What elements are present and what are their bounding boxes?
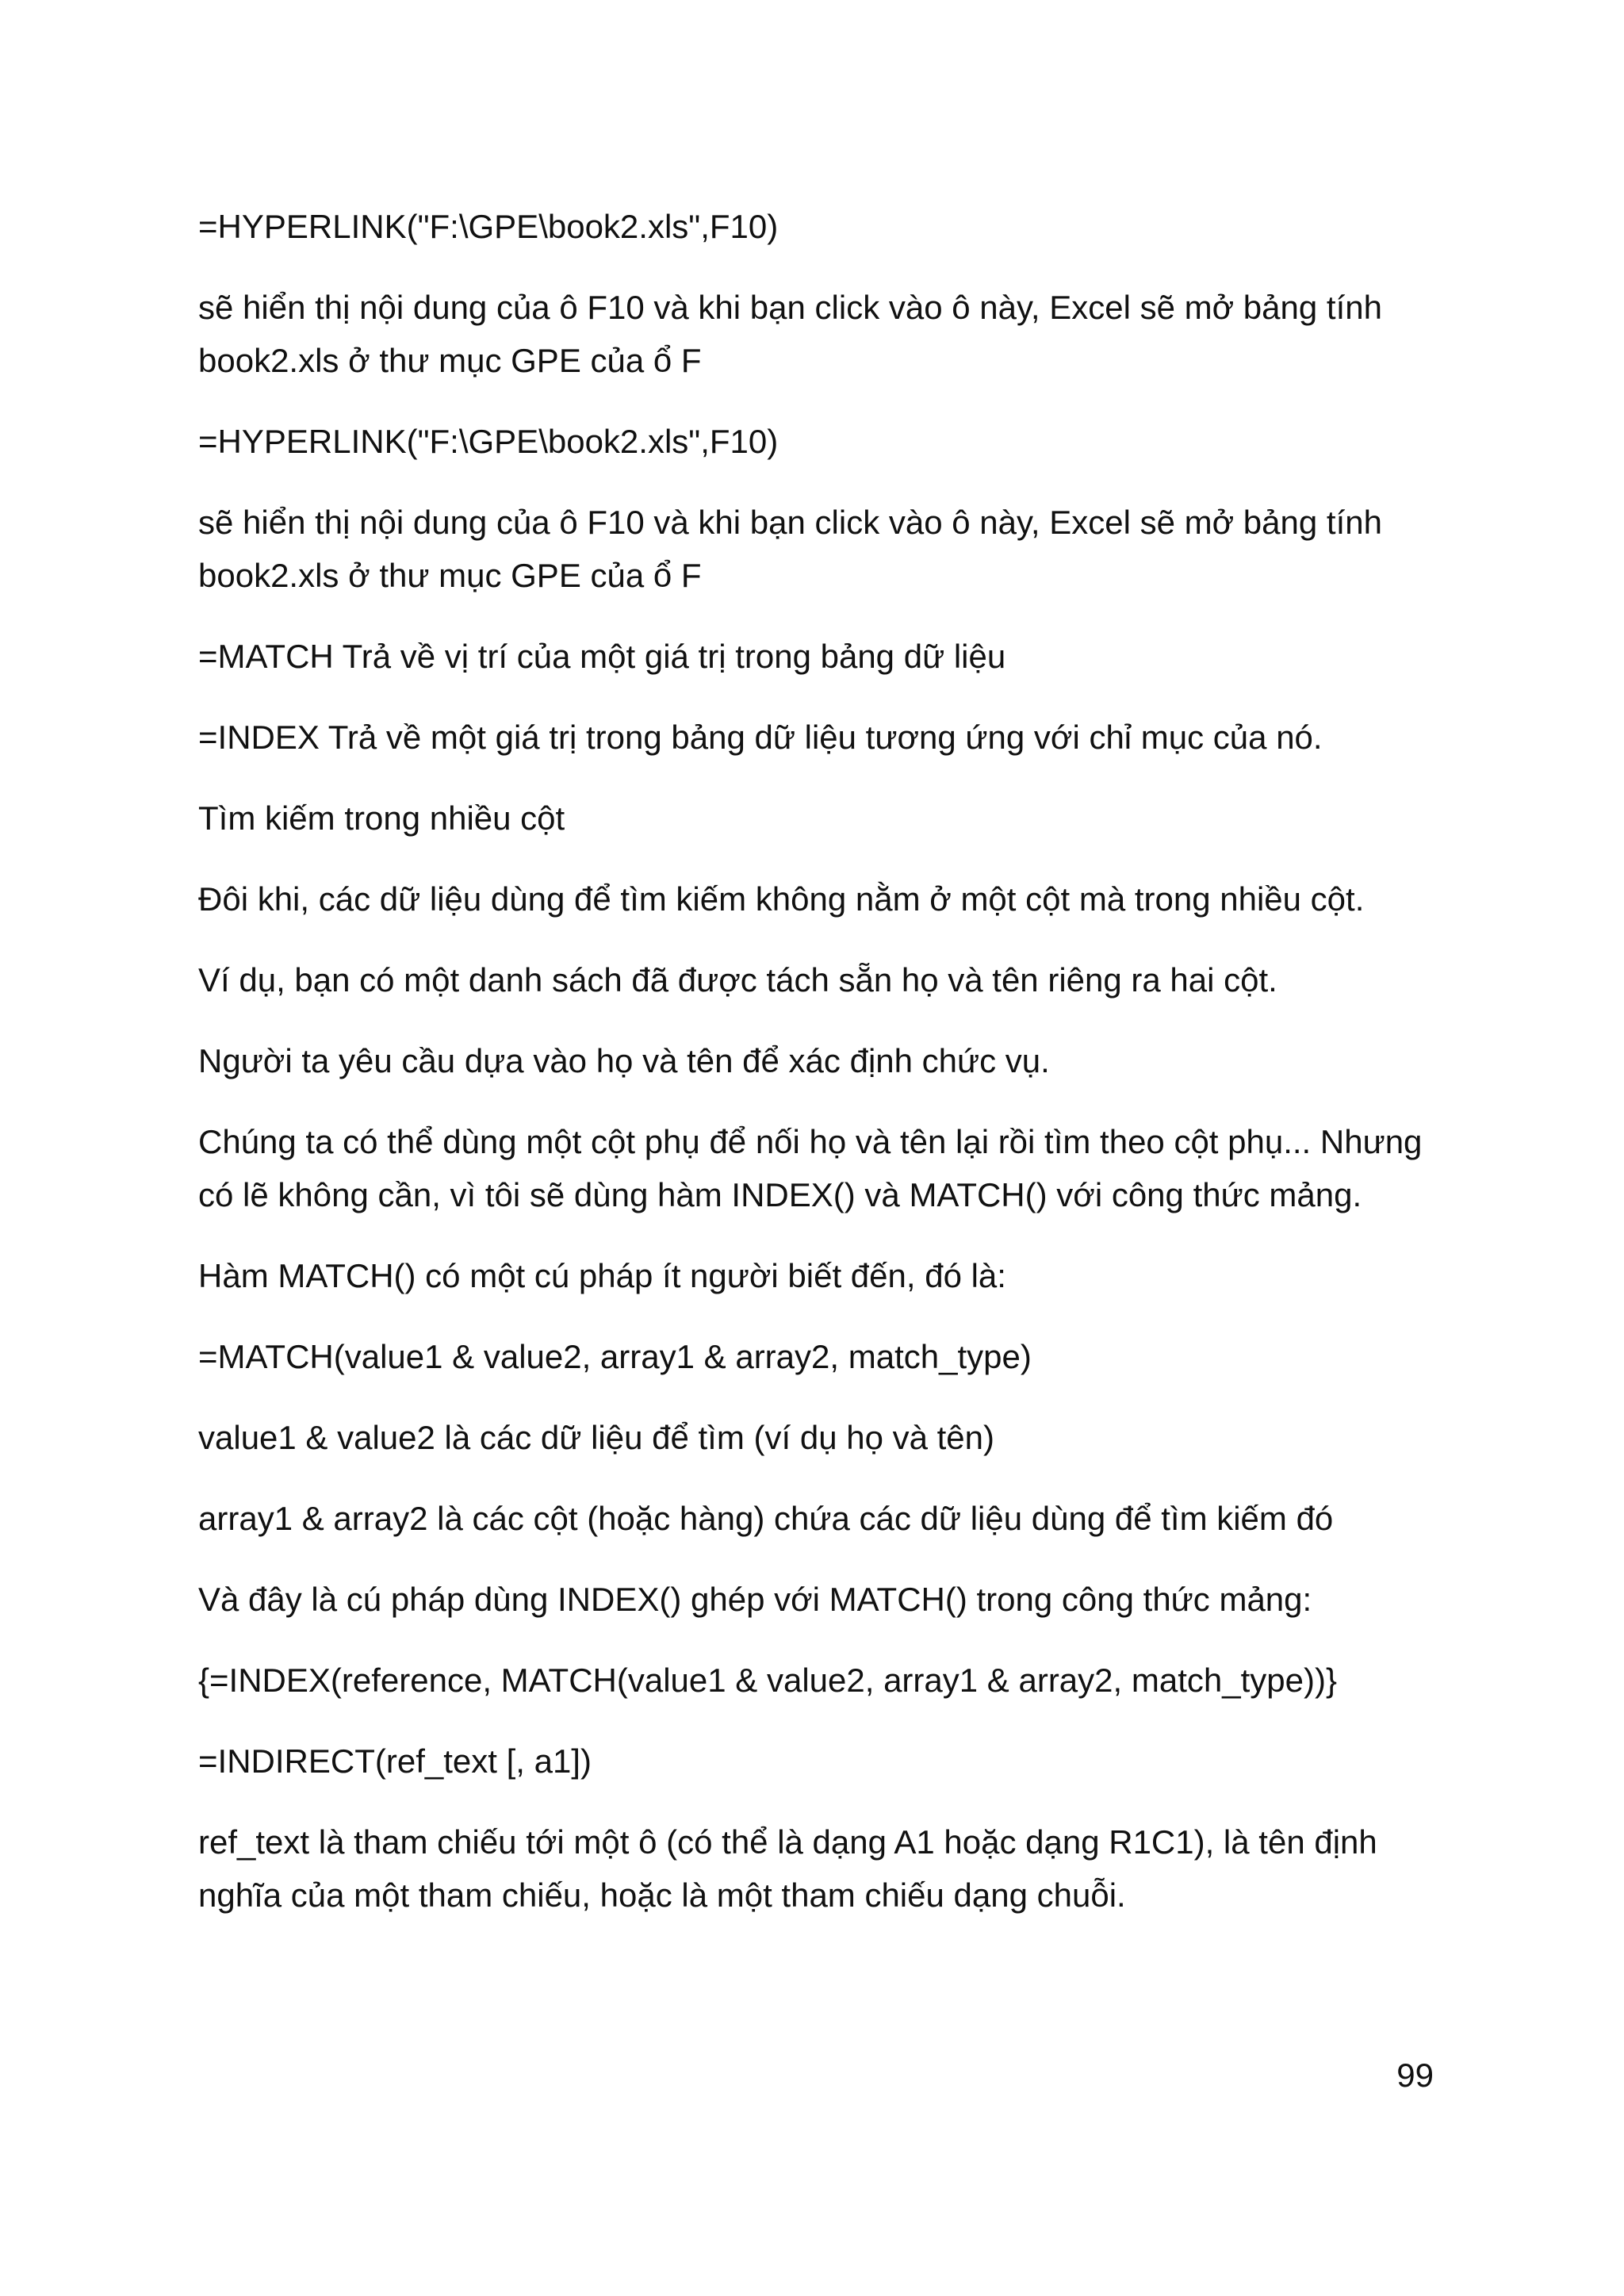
paragraph-hyperlink-desc-2: sẽ hiển thị nội dung của ô F10 và khi bạn click vào ô này, Excel sẽ mở bảng tính book2.xls ở thư mục GPE của ổ F: [198, 504, 1382, 594]
paragraph-helper-column: Chúng ta có thể dùng một cột phụ để nối họ và tên lại rồi tìm theo cột phụ... Nhưng có lẽ không cần, vì tôi sẽ dùng hàm INDEX() và MATCH() với công thức mảng.: [198, 1123, 1423, 1213]
paragraph-index-def: =INDEX Trả về một giá trị trong bảng dữ liệu tương ứng với chỉ mục của nó.: [198, 719, 1323, 756]
paragraph-indirect-syntax: =INDIRECT(ref_text [, a1]): [198, 1742, 592, 1780]
paragraph-example: Ví dụ, bạn có một danh sách đã được tách sẵn họ và tên riêng ra hai cột.: [198, 961, 1277, 999]
paragraph-ref-text-desc: ref_text là tham chiếu tới một ô (có thể là dạng A1 hoặc dạng R1C1), là tên định nghĩa của một tham chiếu, hoặc là một tham chiếu dạng chuỗi.: [198, 1823, 1377, 1914]
page-body: [198, 200, 1451, 1922]
paragraph-array-desc: array1 & array2 là các cột (hoặc hàng) chứa các dữ liệu dùng để tìm kiếm đó: [198, 1500, 1334, 1537]
page-number: 99: [1396, 2056, 1434, 2094]
paragraph-requirement: Người ta yêu cầu dựa vào họ và tên để xác định chức vụ.: [198, 1042, 1050, 1079]
paragraph-hyperlink-desc-1: sẽ hiển thị nội dung của ô F10 và khi bạn click vào ô này, Excel sẽ mở bảng tính book2.xls ở thư mục GPE của ổ F: [198, 289, 1382, 379]
paragraph-match-syntax-intro: Hàm MATCH() có một cú pháp ít người biết đến, đó là:: [198, 1257, 1006, 1294]
paragraph-match-def: =MATCH Trả về vị trí của một giá trị trong bảng dữ liệu: [198, 638, 1006, 675]
paragraph-match-syntax: =MATCH(value1 & value2, array1 & array2, match_type): [198, 1338, 1032, 1375]
paragraph-value-desc: value1 & value2 là các dữ liệu để tìm (ví dụ họ và tên): [198, 1419, 995, 1456]
paragraph-multi-column: Đôi khi, các dữ liệu dùng để tìm kiếm không nằm ở một cột mà trong nhiều cột.: [198, 880, 1365, 918]
paragraph-index-match-intro: Và đây là cú pháp dùng INDEX() ghép với MATCH() trong công thức mảng:: [198, 1581, 1312, 1618]
paragraph-hyperlink-formula-2: =HYPERLINK("F:\GPE\book2.xls",F10): [198, 423, 779, 460]
paragraph-section-heading: Tìm kiếm trong nhiều cột: [198, 799, 565, 837]
paragraph-hyperlink-formula-1: =HYPERLINK("F:\GPE\book2.xls",F10): [198, 208, 779, 245]
paragraph-index-match-formula: {=INDEX(reference, MATCH(value1 & value2, array1 & array2, match_type))}: [198, 1662, 1337, 1699]
